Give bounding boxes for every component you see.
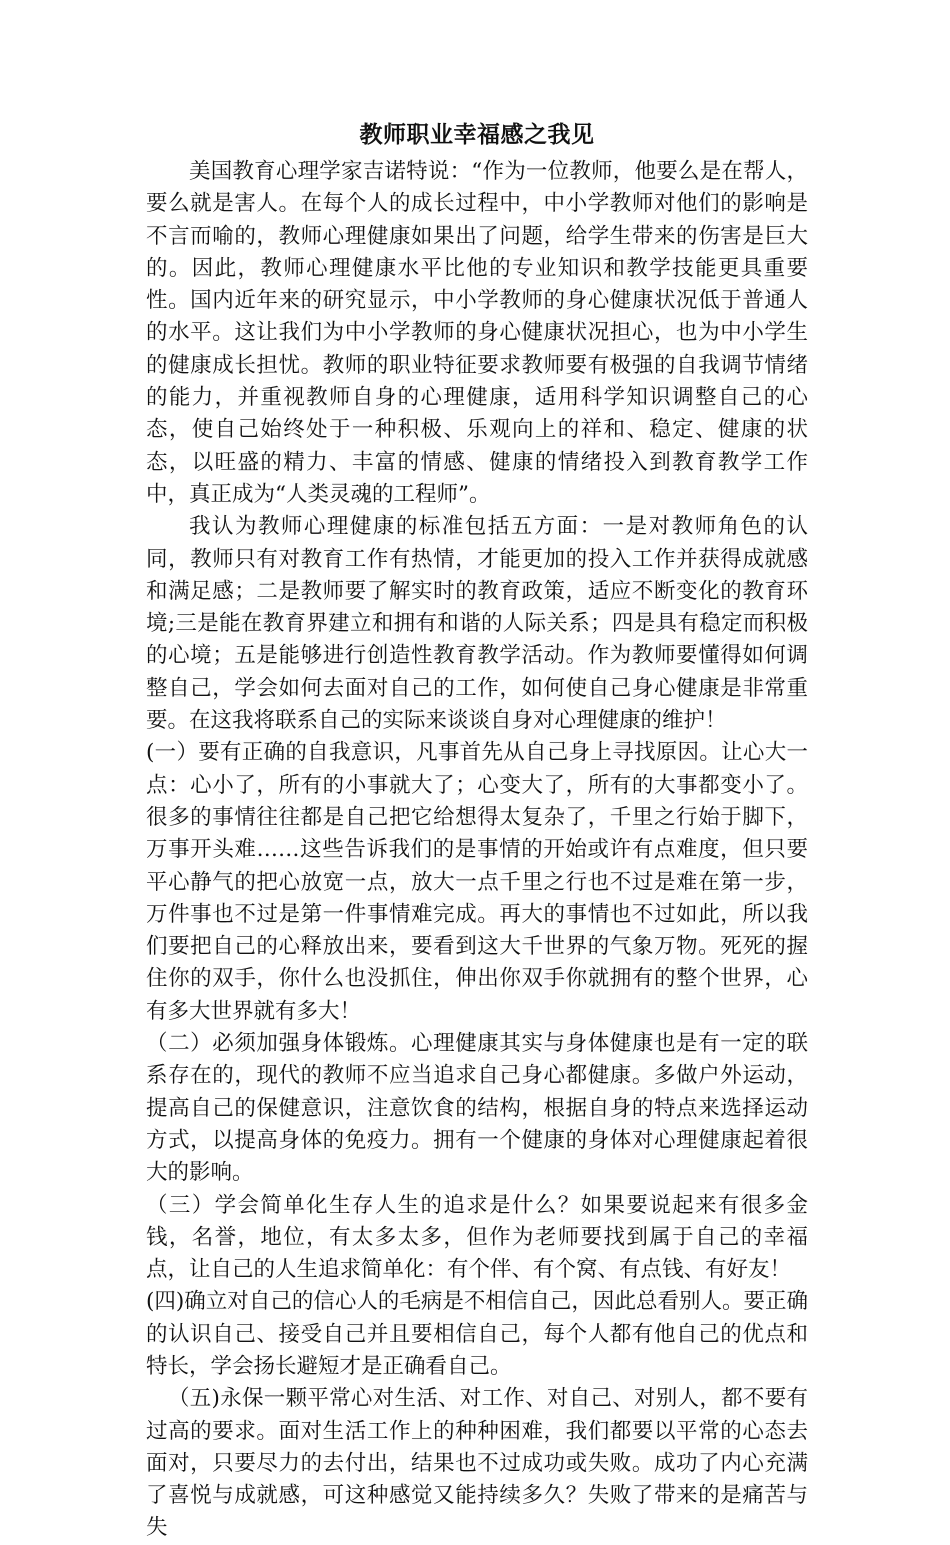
paragraph-point-1: (一）要有正确的自我意识，凡事首先从自己身上寻找原因。让心大一点：心小了，所有的小事就大了；心变大了，所有的大事都变小了。很多的事情往往都是自己把它给想得太复杂了，千里之行始于脚下，万事开头难……这些告诉我们的是事情的开始或许有点难度，但只要平心静气的把心放宽一点，放大一点千里之行也不过是难在第一步，万件事也不过是第一件事情难完成。再大的事情也不过如此，所以我们要把自己的心释放出来，要看到这大千世界的气象万物。死死的握住你的双手，你什么也没抓住，伸出你双手你就拥有的整个世界，心有多大世界就有多大！ [146, 740, 808, 1024]
paragraph-point-5: （五)永保一颗平常心对生活、对工作、对自己、对别人，都不要有过高的要求。面对生活工作上的种种困难，我们都要以平常的心态去面对，只要尽力的去付出，结果也不过成功或失败。成功了内心充满了喜悦与成就感，可这种感觉又能持续多久？失败了带来的是痛苦与失 [146, 1386, 808, 1541]
paragraph-point-2: （二）必须加强身体锻炼。心理健康其实与身体健康也是有一定的联系存在的，现代的教师不应当追求自己身心都健康。多做户外运动，提高自己的保健意识，注意饮食的结构，根据自身的特点来选择运动方式，以提高身体的免疫力。拥有一个健康的身体对心理健康起着很大的影响。 [146, 1031, 808, 1186]
paragraph-point-4: (四)确立对自己的信心人的毛病是不相信自己，因此总看别人。要正确的认识自己、接受自己并且要相信自己，每个人都有他自己的优点和特长，学会扬长避短才是正确看自己。 [146, 1289, 808, 1379]
document-body [146, 118, 808, 1545]
document-title: 教师职业幸福感之我见 [359, 121, 595, 148]
paragraph-intro: 美国教育心理学家吉诺特说：“作为一位教师，他要么是在帮人，要么就是害人。在每个人的成长过程中，中小学教师对他们的影响是不言而喻的，教师心理健康如果出了问题，给学生带来的伤害是巨大的。因此，教师心理健康水平比他的专业知识和教学技能更具重要性。国内近年来的研究显示，中小学教师的身心健康状况低于普通人的水平。这让我们为中小学教师的身心健康状况担心，也为中小学生的健康成长担忧。教师的职业特征要求教师要有极强的自我调节情绪的能力，并重视教师自身的心理健康，适用科学知识调整自己的心态，使自己始终处于一种积极、乐观向上的祥和、稳定、健康的状态，以旺盛的精力、丰富的情感、健康的情绪投入到教育教学工作中，真正成为“人类灵魂的工程师”。 [146, 159, 808, 507]
paragraph-point-3: （三）学会简单化生存人生的追求是什么？如果要说起来有很多金钱，名誉，地位，有太多太多，但作为老师要找到属于自己的幸福点，让自己的人生追求简单化：有个伴、有个窝、有点钱、有好友！ [146, 1192, 808, 1283]
paragraph-standards: 我认为教师心理健康的标准包括五方面：一是对教师角色的认同，教师只有对教育工作有热情，才能更加的投入工作并获得成就感和满足感；二是教师要了解实时的教育政策，适应不断变化的教育环境;三是能在教育界建立和拥有和谐的人际关系；四是具有稳定而积极的心境；五是能够进行创造性教育教学活动。作为教师要懂得如何调整自己，学会如何去面对自己的工作，如何使自己身心健康是非常重要。在这我将联系自己的实际来谈谈自身对心理健康的维护！ [146, 514, 808, 734]
